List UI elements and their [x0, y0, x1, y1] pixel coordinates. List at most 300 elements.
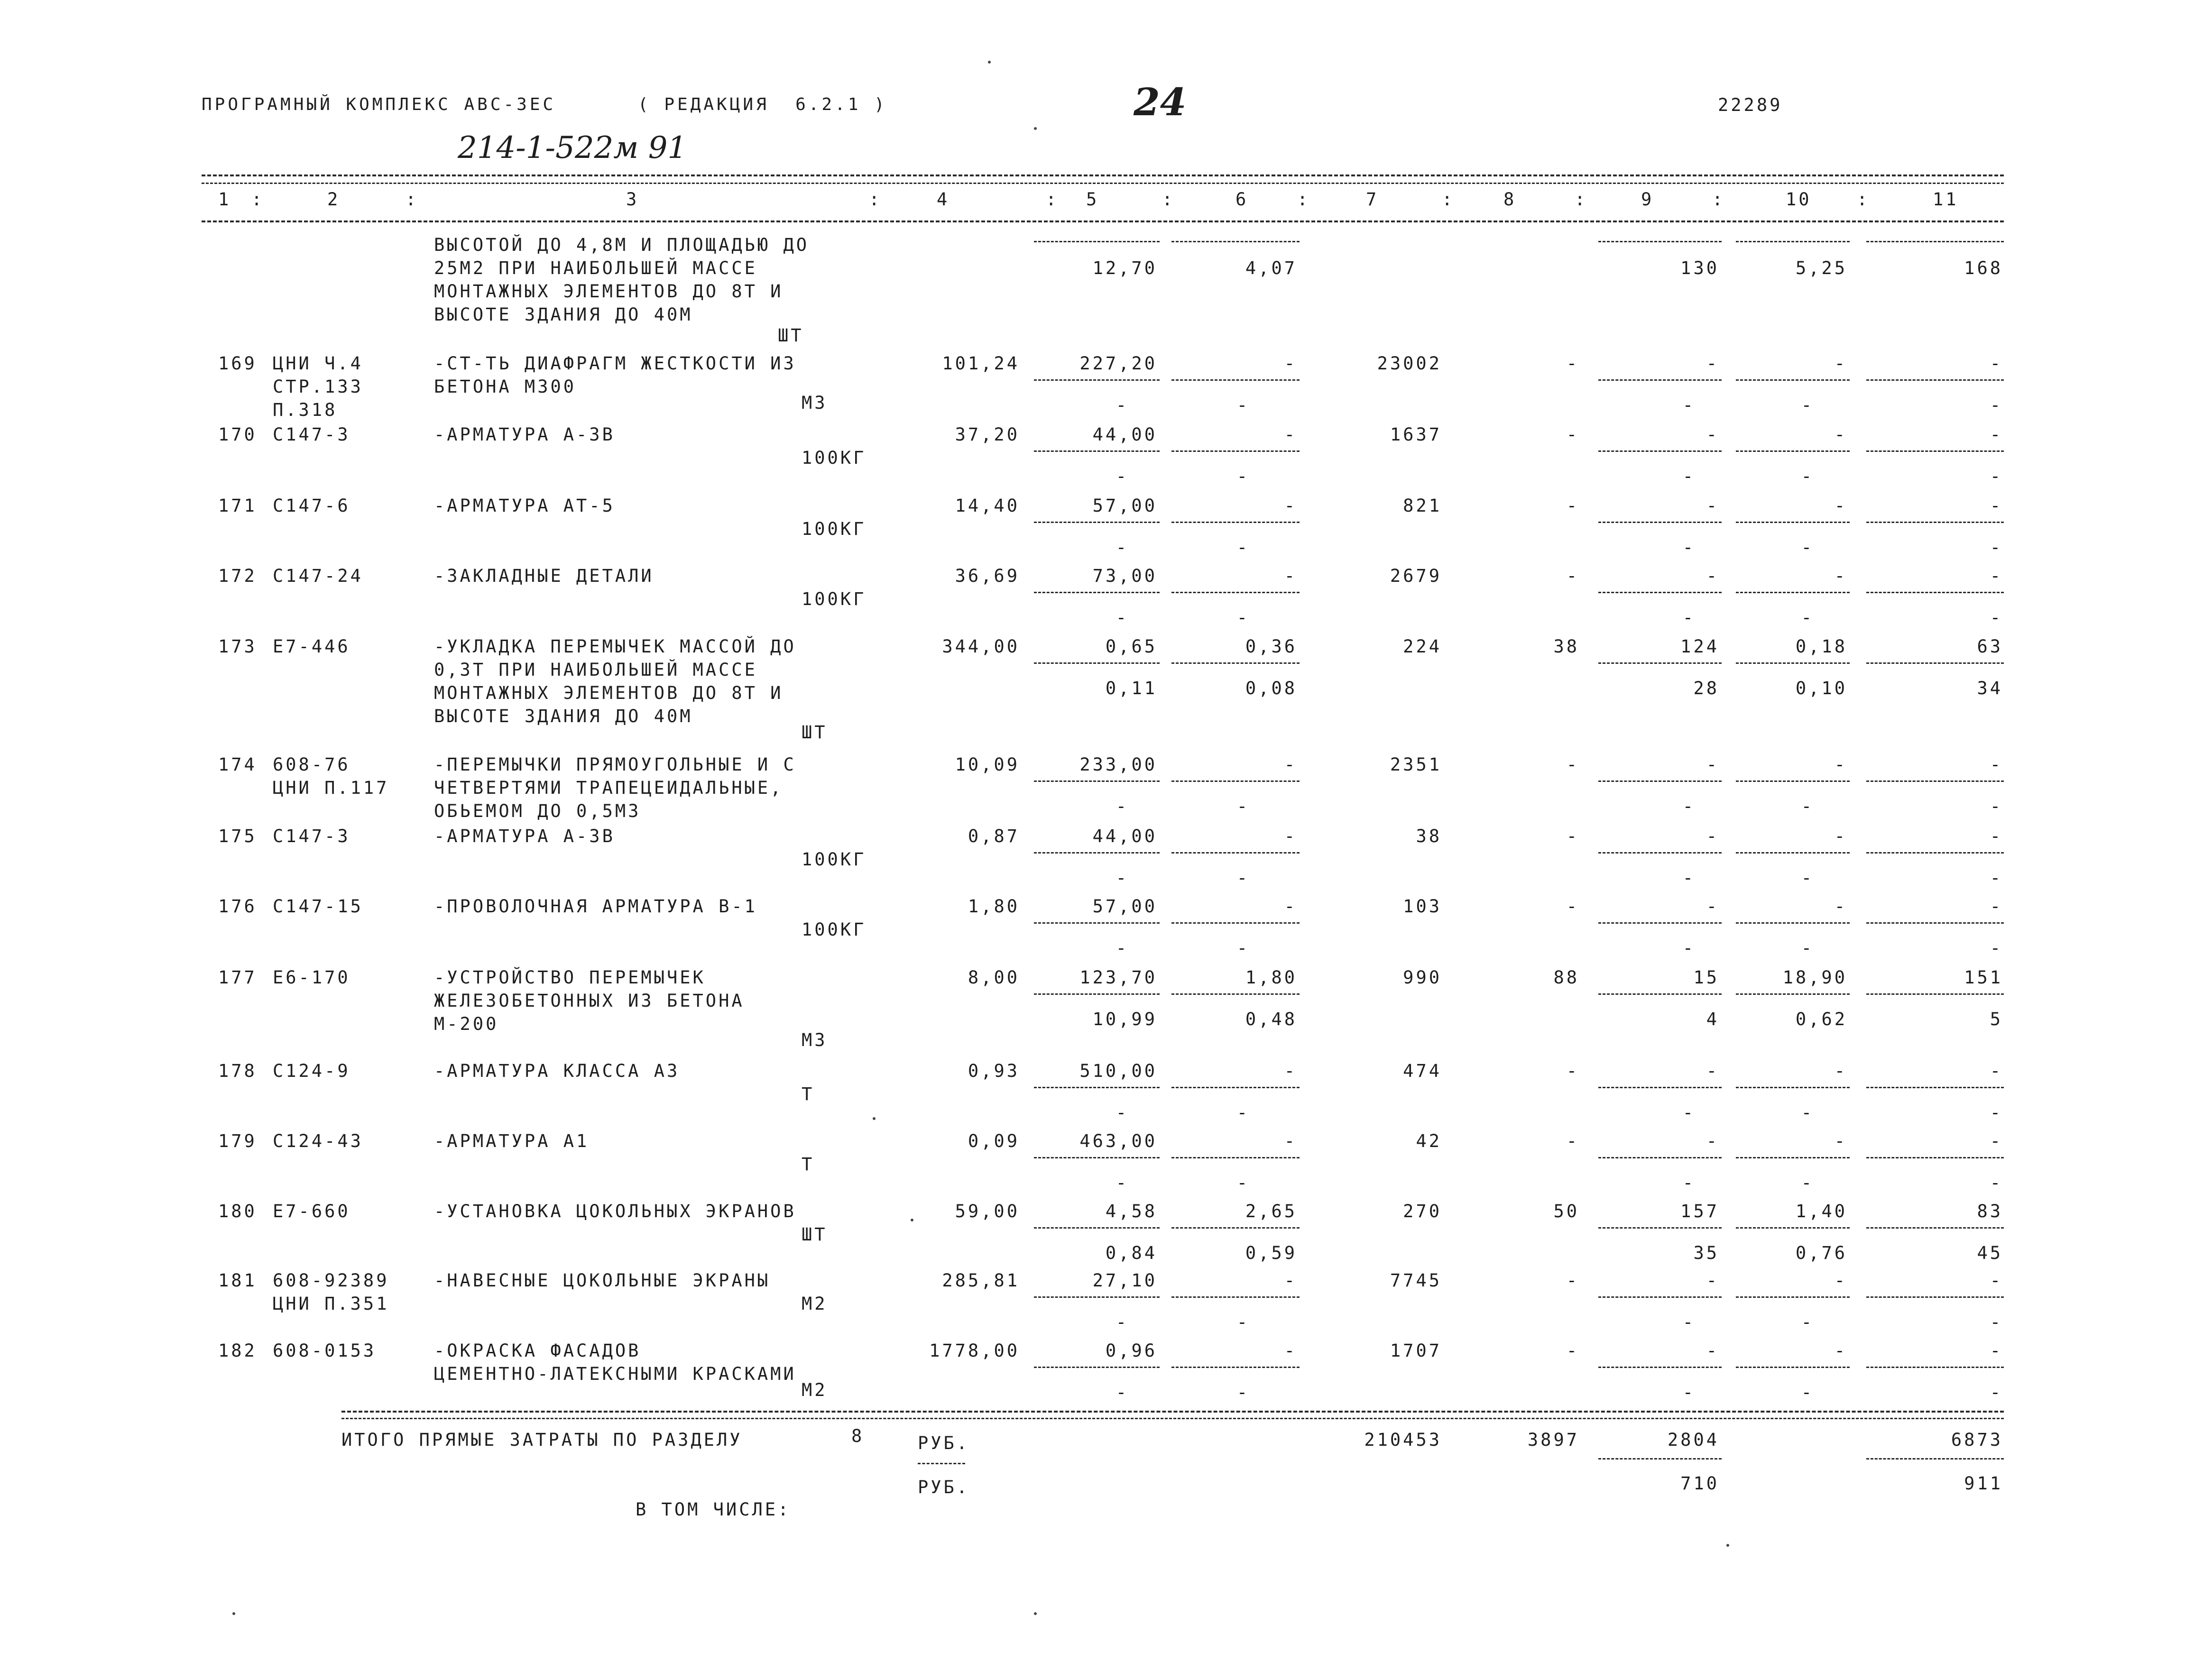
cell-c7: 23002 — [1377, 353, 1442, 374]
row-dash-11 — [1866, 522, 2004, 523]
column-header-1: 1 — [218, 189, 231, 210]
row-dash-6 — [1171, 592, 1300, 593]
cell-col5-b: 10,99 — [1092, 1009, 1157, 1029]
row-dash-9 — [1598, 1367, 1722, 1368]
cell-c4: 14,40 — [955, 496, 1020, 516]
row-dash-11 — [1866, 922, 2004, 924]
cell-c7: 270 — [1403, 1201, 1442, 1221]
totals-section: 8 — [851, 1426, 865, 1446]
row-dash-9 — [1598, 780, 1722, 782]
row-dash-9 — [1598, 1087, 1722, 1088]
row-code: Е7-446 — [273, 636, 350, 657]
row-dash-10 — [1736, 852, 1850, 854]
cell-c11: - — [1990, 1061, 2003, 1081]
cell-c8: - — [1566, 826, 1579, 846]
cell-col11-b: - — [1990, 537, 2003, 558]
cell-c6: - — [1284, 1340, 1297, 1361]
row-dash-6 — [1171, 993, 1300, 995]
cell-col5-b: - — [1116, 1102, 1129, 1123]
row-dash-9 — [1598, 1296, 1722, 1298]
cell-col6-b: - — [1236, 1312, 1250, 1332]
cell-c8: - — [1566, 566, 1579, 586]
cell-c9: 124 — [1680, 636, 1719, 657]
row-number: 178 — [218, 1061, 257, 1081]
row-code: П.318 — [273, 400, 338, 420]
cell-col9-b: - — [1682, 1102, 1696, 1123]
row-code: 608-76 — [273, 754, 350, 775]
cell-c8: - — [1566, 754, 1579, 775]
cell-c9: - — [1706, 424, 1719, 445]
cell-c9: - — [1706, 754, 1719, 775]
row-number: 174 — [218, 754, 257, 775]
row-description: ЖЕЛЕЗОБЕТОННЫХ ИЗ БЕТОНА — [434, 991, 745, 1011]
row-description: -УСТРОЙСТВО ПЕРЕМЫЧЕК — [434, 967, 706, 988]
row-description: -АРМАТУРА А-3В — [434, 826, 615, 846]
cont-dash-11 — [1866, 241, 2004, 242]
scan-speck — [232, 1612, 235, 1615]
cell-c6: 1,80 — [1245, 967, 1297, 988]
cell-c4: 0,93 — [968, 1061, 1020, 1081]
cell-col5-b: - — [1116, 607, 1129, 628]
cell-c6: - — [1284, 566, 1297, 586]
row-dash-11 — [1866, 592, 2004, 593]
cell-c8: - — [1566, 496, 1579, 516]
cell-col11-b: - — [1990, 938, 2003, 958]
totals-cur-dash — [918, 1463, 965, 1464]
cell-col10-b: - — [1801, 466, 1814, 487]
cell-c4: 1,80 — [968, 896, 1020, 917]
cell-c7: 1707 — [1390, 1340, 1442, 1361]
row-dash-6 — [1171, 922, 1300, 924]
cell-col10-b: 0,62 — [1795, 1009, 1847, 1029]
cell-c6: - — [1284, 826, 1297, 846]
cell-c4: 285,81 — [942, 1270, 1020, 1291]
column-header-6: 6 — [1235, 189, 1249, 210]
row-dash-10 — [1736, 379, 1850, 381]
cell-col5-b: - — [1116, 796, 1129, 817]
row-dash-9 — [1598, 922, 1722, 924]
cell-col6-b: - — [1236, 796, 1250, 817]
cell-col6-b: 0,08 — [1245, 678, 1297, 698]
cell-c11: - — [1990, 1270, 2003, 1291]
row-number: 179 — [218, 1131, 257, 1151]
cell-c5: 463,00 — [1079, 1131, 1157, 1151]
cell-c9: - — [1706, 896, 1719, 917]
cont-dash-9 — [1598, 241, 1722, 242]
cell-c8: 38 — [1553, 636, 1579, 657]
cell-c11: 63 — [1977, 636, 2003, 657]
cell-c4: 59,00 — [955, 1201, 1020, 1221]
row-number: 170 — [218, 424, 257, 445]
cell-col6-b: - — [1236, 1102, 1250, 1123]
scan-speck — [1726, 1544, 1729, 1547]
cell-col11-b: 168 — [1964, 258, 2003, 278]
cell-col10-b: - — [1801, 796, 1814, 817]
cont-dash-10 — [1736, 241, 1850, 242]
cell-c4: 101,24 — [942, 353, 1020, 374]
column-header-separator: : — [1162, 189, 1175, 210]
cell-c6: - — [1284, 896, 1297, 917]
row-dash-9 — [1598, 379, 1722, 381]
row-unit: М2 — [802, 1380, 828, 1400]
row-dash-5 — [1034, 1296, 1160, 1298]
row-dash-5 — [1034, 1087, 1160, 1088]
row-dash-10 — [1736, 1157, 1850, 1158]
cell-c10: - — [1834, 496, 1847, 516]
row-dash-11 — [1866, 1296, 2004, 1298]
cell-col9-b: - — [1682, 938, 1696, 958]
row-dash-9 — [1598, 522, 1722, 523]
cell-col9-b: - — [1682, 537, 1696, 558]
row-dash-10 — [1736, 993, 1850, 995]
column-header-separator: : — [869, 189, 882, 210]
row-dash-5 — [1034, 450, 1160, 452]
cell-col5-b: - — [1116, 938, 1129, 958]
cell-c11: - — [1990, 826, 2003, 846]
cell-col10-b: - — [1801, 1102, 1814, 1123]
row-code: 608-0153 — [273, 1340, 377, 1361]
continuation-text: МОНТАЖНЫХ ЭЛЕМЕНТОВ ДО 8Т И — [434, 281, 784, 302]
column-header-9: 9 — [1641, 189, 1654, 210]
cell-col6-b: - — [1236, 938, 1250, 958]
row-dash-6 — [1171, 662, 1300, 664]
cell-col11-b: 5 — [1990, 1009, 2003, 1029]
cell-col10-b: - — [1801, 1173, 1814, 1193]
row-code: С147-24 — [273, 566, 363, 586]
cell-c8: - — [1566, 896, 1579, 917]
cell-col5-b: - — [1116, 1382, 1129, 1403]
totals-label: ИТОГО ПРЯМЫЕ ЗАТРАТЫ ПО РАЗДЕЛУ — [341, 1430, 743, 1450]
cell-c7: 2679 — [1390, 566, 1442, 586]
scan-speck — [911, 1219, 913, 1221]
cell-col6-b: - — [1236, 537, 1250, 558]
cell-c11: - — [1990, 754, 2003, 775]
cell-col6-b: 0,59 — [1245, 1243, 1297, 1263]
cell-c7: 38 — [1416, 826, 1442, 846]
cell-c4: 0,09 — [968, 1131, 1020, 1151]
row-dash-6 — [1171, 852, 1300, 854]
row-description: -АРМАТУРА А-3В — [434, 424, 615, 445]
cell-c5: 227,20 — [1079, 353, 1157, 374]
column-header-separator: : — [1297, 189, 1310, 210]
cell-c10: - — [1834, 896, 1847, 917]
totals-col11: 6873 — [1951, 1430, 2003, 1450]
row-description: 0,3Т ПРИ НАИБОЛЬШЕЙ МАССЕ — [434, 660, 757, 680]
row-unit: 100КГ — [802, 919, 867, 940]
cell-col5-b: - — [1116, 1312, 1129, 1332]
cell-c10: - — [1834, 754, 1847, 775]
cell-c4: 1778,00 — [929, 1340, 1020, 1361]
row-dash-10 — [1736, 1227, 1850, 1229]
cell-c6: 2,65 — [1245, 1201, 1297, 1221]
cell-col5-b: - — [1116, 537, 1129, 558]
row-number: 175 — [218, 826, 257, 846]
row-unit: М3 — [802, 393, 828, 413]
cell-c7: 103 — [1403, 896, 1442, 917]
cell-c6: - — [1284, 353, 1297, 374]
row-description: -ОКРАСКА ФАСАДОВ — [434, 1340, 641, 1361]
cell-c11: - — [1990, 496, 2003, 516]
cell-col11-b: - — [1990, 1173, 2003, 1193]
row-dash-9 — [1598, 1157, 1722, 1158]
column-header-11: 11 — [1933, 189, 1959, 210]
cell-c11: - — [1990, 353, 2003, 374]
cell-c4: 0,87 — [968, 826, 1020, 846]
row-number: 177 — [218, 967, 257, 988]
column-header-separator: : — [1712, 189, 1725, 210]
row-dash-11 — [1866, 1157, 2004, 1158]
cell-col10-b: - — [1801, 395, 1814, 415]
continuation-text: ВЫСОТЕ ЗДАНИЯ ДО 40М — [434, 304, 693, 325]
row-code: ЦНИ П.117 — [273, 778, 389, 798]
cell-col9-b: - — [1682, 607, 1696, 628]
cell-col10-b: - — [1801, 1312, 1814, 1332]
row-dash-10 — [1736, 662, 1850, 664]
scan-speck — [988, 61, 991, 64]
cell-c5: 57,00 — [1092, 496, 1157, 516]
row-unit: ШТ — [802, 1224, 828, 1245]
project-code: 214-1-522м 91 — [458, 130, 687, 165]
row-description: ВЫСОТЕ ЗДАНИЯ ДО 40М — [434, 706, 693, 726]
row-dash-9 — [1598, 852, 1722, 854]
row-description: БЕТОНА М300 — [434, 376, 577, 397]
scan-speck — [873, 1117, 876, 1120]
cell-c8: - — [1566, 424, 1579, 445]
column-header-7: 7 — [1366, 189, 1379, 210]
row-dash-5 — [1034, 662, 1160, 664]
row-dash-11 — [1866, 1087, 2004, 1088]
cell-c5: 57,00 — [1092, 896, 1157, 917]
row-dash-11 — [1866, 379, 2004, 381]
row-number: 181 — [218, 1270, 257, 1291]
cell-c11: - — [1990, 896, 2003, 917]
cell-col5-b: - — [1116, 466, 1129, 487]
cell-col5-b: 0,84 — [1105, 1243, 1157, 1263]
cell-col5-b: - — [1116, 395, 1129, 415]
totals-currency-1: РУБ. — [918, 1433, 970, 1453]
cell-c9: - — [1706, 826, 1719, 846]
row-dash-9 — [1598, 993, 1722, 995]
cell-col9-b: 130 — [1680, 258, 1719, 278]
cell-c11: - — [1990, 566, 2003, 586]
cell-c8: - — [1566, 1270, 1579, 1291]
cell-col9-b: 4 — [1706, 1009, 1719, 1029]
cell-col5-b: 0,11 — [1105, 678, 1157, 698]
cell-col6-b: - — [1236, 466, 1250, 487]
cell-c4: 344,00 — [942, 636, 1020, 657]
row-description: ОБЬЕМОМ ДО 0,5М3 — [434, 801, 641, 821]
cell-col11-b: 34 — [1977, 678, 2003, 698]
cell-col9-b: 35 — [1693, 1243, 1719, 1263]
cell-c7: 2351 — [1390, 754, 1442, 775]
cell-col10-b: - — [1801, 1382, 1814, 1403]
cell-c9: - — [1706, 566, 1719, 586]
cell-col9-b: - — [1682, 1382, 1696, 1403]
row-description: -АРМАТУРА А1 — [434, 1131, 590, 1151]
row-code: Е6-170 — [273, 967, 350, 988]
column-header-5: 5 — [1086, 189, 1099, 210]
cell-col10-b: - — [1801, 607, 1814, 628]
row-dash-10 — [1736, 1367, 1850, 1368]
cell-c8: 88 — [1553, 967, 1579, 988]
cell-c10: - — [1834, 1340, 1847, 1361]
cell-c10: 18,90 — [1782, 967, 1847, 988]
cell-c5: 44,00 — [1092, 424, 1157, 445]
cell-c9: 157 — [1680, 1201, 1719, 1221]
row-number: 180 — [218, 1201, 257, 1221]
cell-col6-b: - — [1236, 395, 1250, 415]
cell-c11: 151 — [1964, 967, 2003, 988]
row-unit: Т — [802, 1084, 815, 1104]
cell-c4: 36,69 — [955, 566, 1020, 586]
row-code: 608-92389 — [273, 1270, 389, 1291]
totals-col8: 3897 — [1527, 1430, 1579, 1450]
cell-c10: 0,18 — [1795, 636, 1847, 657]
cell-col5-b: - — [1116, 1173, 1129, 1193]
row-dash-5 — [1034, 922, 1160, 924]
cell-col10-b: - — [1801, 938, 1814, 958]
cell-c10: - — [1834, 424, 1847, 445]
column-header-2: 2 — [327, 189, 341, 210]
totals-col11-b: 911 — [1964, 1473, 2003, 1494]
row-dash-6 — [1171, 450, 1300, 452]
cell-c6: - — [1284, 1061, 1297, 1081]
totals-rule-2 — [341, 1418, 2004, 1419]
cell-c10: - — [1834, 1270, 1847, 1291]
cont-dash-5 — [1034, 241, 1160, 242]
cell-c10: - — [1834, 826, 1847, 846]
row-code: ЦНИ Ч.4 — [273, 353, 363, 374]
cell-c10: - — [1834, 353, 1847, 374]
row-unit: 100КГ — [802, 849, 867, 870]
cell-c11: - — [1990, 1131, 2003, 1151]
cell-col10-b: 0,76 — [1795, 1243, 1847, 1263]
row-dash-5 — [1034, 993, 1160, 995]
row-description: -СТ-ТЬ ДИАФРАГМ ЖЕСТКОСТИ ИЗ — [434, 353, 796, 374]
cell-c11: - — [1990, 1340, 2003, 1361]
cell-c5: 4,58 — [1105, 1201, 1157, 1221]
row-description: -УКЛАДКА ПЕРЕМЫЧЕК МАССОЙ ДО — [434, 636, 796, 657]
cell-c9: - — [1706, 1340, 1719, 1361]
cell-col11-b: - — [1990, 1102, 2003, 1123]
row-dash-11 — [1866, 450, 2004, 452]
row-unit: 100КГ — [802, 589, 867, 609]
header-rule-top-2 — [202, 183, 2004, 184]
row-description: -ПЕРЕМЫЧКИ ПРЯМОУГОЛЬНЫЕ И С — [434, 754, 796, 775]
row-dash-11 — [1866, 662, 2004, 664]
cell-c9: - — [1706, 1061, 1719, 1081]
cell-col11-b: - — [1990, 1312, 2003, 1332]
continuation-text: ВЫСОТОЙ ДО 4,8М И ПЛОЩАДЬЮ ДО — [434, 235, 810, 255]
cell-c7: 1637 — [1390, 424, 1442, 445]
row-dash-5 — [1034, 379, 1160, 381]
row-dash-6 — [1171, 522, 1300, 523]
row-description: -АРМАТУРА АТ-5 — [434, 496, 615, 516]
row-number: 182 — [218, 1340, 257, 1361]
cell-c8: - — [1566, 1061, 1579, 1081]
column-header-separator: : — [1046, 189, 1059, 210]
page-number: 24 — [1134, 80, 1187, 124]
cell-c9: - — [1706, 353, 1719, 374]
row-description: -АРМАТУРА КЛАССА А3 — [434, 1061, 680, 1081]
column-header-8: 8 — [1503, 189, 1517, 210]
cell-col10-b: 0,10 — [1795, 678, 1847, 698]
cell-col9-b: - — [1682, 868, 1696, 888]
row-description: ЧЕТВЕРТЯМИ ТРАПЕЦЕИДАЛЬНЫЕ, — [434, 778, 784, 798]
cell-c10: - — [1834, 566, 1847, 586]
column-header-3: 3 — [626, 189, 639, 210]
column-header-separator: : — [1442, 189, 1455, 210]
cell-c6: - — [1284, 424, 1297, 445]
cell-c9: - — [1706, 1270, 1719, 1291]
header-rule-bottom — [202, 220, 2004, 222]
cell-c6: - — [1284, 1270, 1297, 1291]
row-number: 169 — [218, 353, 257, 374]
cell-col6-b: 4,07 — [1245, 258, 1297, 278]
cell-col6-b: - — [1236, 868, 1250, 888]
cell-c10: - — [1834, 1061, 1847, 1081]
row-dash-5 — [1034, 592, 1160, 593]
row-unit: 100КГ — [802, 448, 867, 468]
cell-c11: 83 — [1977, 1201, 2003, 1221]
row-dash-10 — [1736, 922, 1850, 924]
column-header-10: 10 — [1786, 189, 1812, 210]
row-dash-10 — [1736, 450, 1850, 452]
column-header-separator: : — [1575, 189, 1588, 210]
cell-col10-b: - — [1801, 537, 1814, 558]
row-unit: 100КГ — [802, 519, 867, 539]
row-dash-10 — [1736, 780, 1850, 782]
program-title: ПРОГРАМНЫЙ КОМПЛЕКС АВС-3ЕС — [202, 95, 556, 114]
row-unit: Т — [802, 1154, 815, 1175]
row-dash-5 — [1034, 1227, 1160, 1229]
edition-label: ( РЕДАКЦИЯ 6.2.1 ) — [638, 95, 887, 114]
row-code: ЦНИ П.351 — [273, 1294, 389, 1314]
row-dash-10 — [1736, 592, 1850, 593]
cell-c5: 73,00 — [1092, 566, 1157, 586]
cell-c7: 474 — [1403, 1061, 1442, 1081]
cell-c5: 27,10 — [1092, 1270, 1157, 1291]
cell-col11-b: - — [1990, 796, 2003, 817]
cell-col6-b: - — [1236, 1382, 1250, 1403]
cell-col5-b: - — [1116, 868, 1129, 888]
cell-c8: - — [1566, 353, 1579, 374]
row-number: 171 — [218, 496, 257, 516]
scan-speck — [1034, 127, 1037, 130]
row-dash-6 — [1171, 1227, 1300, 1229]
cell-c5: 0,65 — [1105, 636, 1157, 657]
header-rule-top — [202, 174, 2004, 176]
cell-c6: - — [1284, 1131, 1297, 1151]
row-number: 176 — [218, 896, 257, 917]
totals-dash-11 — [1866, 1458, 2004, 1460]
row-description: -УСТАНОВКА ЦОКОЛЬНЫХ ЭКРАНОВ — [434, 1201, 796, 1221]
continuation-text: 25М2 ПРИ НАИБОЛЬШЕЙ МАССЕ — [434, 258, 757, 278]
row-dash-11 — [1866, 780, 2004, 782]
row-dash-11 — [1866, 1367, 2004, 1368]
cell-col11-b: - — [1990, 607, 2003, 628]
row-code: С147-3 — [273, 826, 350, 846]
cell-c4: 10,09 — [955, 754, 1020, 775]
cell-c8: - — [1566, 1131, 1579, 1151]
row-code: СТР.133 — [273, 376, 363, 397]
row-description: МОНТАЖНЫХ ЭЛЕМЕНТОВ ДО 8Т И — [434, 683, 784, 703]
totals-rule — [341, 1411, 2004, 1413]
row-code: Е7-660 — [273, 1201, 350, 1221]
row-dash-9 — [1598, 662, 1722, 664]
cell-col9-b: 28 — [1693, 678, 1719, 698]
cell-c6: - — [1284, 496, 1297, 516]
